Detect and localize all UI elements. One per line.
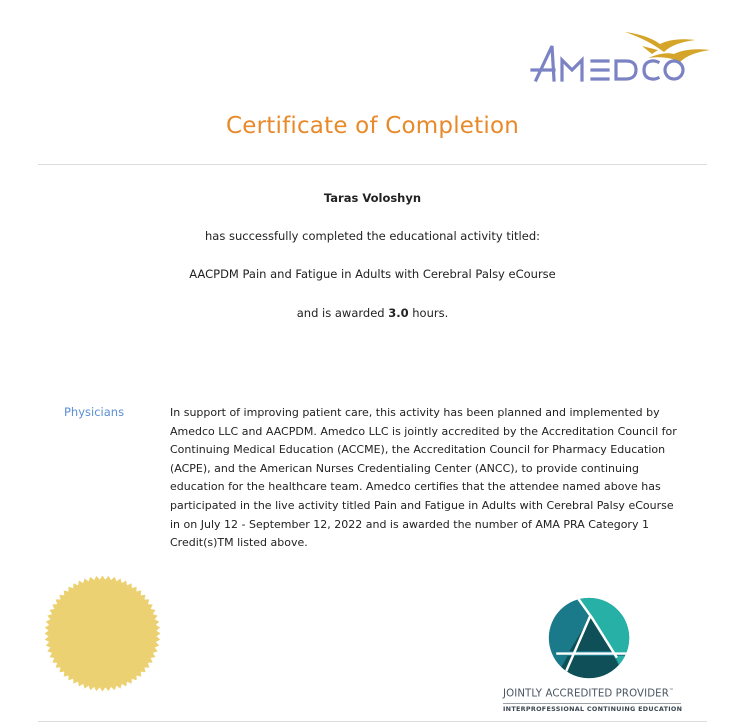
jap-subtitle: INTERPROFESSIONAL CONTINUING EDUCATION: [503, 705, 683, 711]
hours-value: 3.0: [388, 306, 409, 320]
top-divider: [38, 164, 707, 165]
gold-seal: [43, 574, 162, 693]
amedco-logo-icon: [530, 28, 715, 88]
amedco-logo: [530, 28, 715, 88]
audience-label: Physicians: [64, 405, 125, 419]
recipient-name: Taras Voloshyn: [323, 191, 422, 205]
activity-title: AACPDM Pain and Fatigue in Adults with Cerebral Palsy eCourse: [189, 267, 556, 281]
jap-tm: ™: [668, 688, 674, 694]
jap-title-text: JOINTLY ACCREDITED PROVIDER: [503, 688, 669, 700]
gold-seal-icon: [43, 574, 162, 693]
completed-statement: has successfully completed the educational activity titled:: [204, 229, 541, 243]
jointly-accredited-logo-icon: [548, 597, 630, 679]
awarded-prefix: and is awarded: [296, 306, 389, 320]
jointly-accredited-provider-badge: [500, 595, 685, 715]
certificate-title: Certificate of Completion: [226, 113, 519, 139]
jap-title: [503, 688, 674, 699]
jap-rule: [503, 703, 681, 704]
awarded-statement: [0, 306, 745, 320]
awarded-suffix: hours.: [408, 306, 449, 320]
accreditation-statement: In support of improving patient care, this activity has been planned and implemented by Amedco LLC and AACPDM. Amedco LLC is jointly accredited by the Accreditation Council for Continuing Medical Education (ACCME), the Accreditation Council for Pharmacy Education (ACPE), and the American Nurses Credentialing Center (ANCC), to provide continuing education for the healthcare team. Amedco certifies that the attendee named above has participated in the live activity titled Pain and Fatigue in Adults with Cerebral Palsy eCourse in on July 12 - September 12, 2022 and is awarded the number of AMA PRA Category 1 Credit(s)TM listed above.: [170, 406, 677, 550]
bottom-divider: [38, 721, 707, 722]
